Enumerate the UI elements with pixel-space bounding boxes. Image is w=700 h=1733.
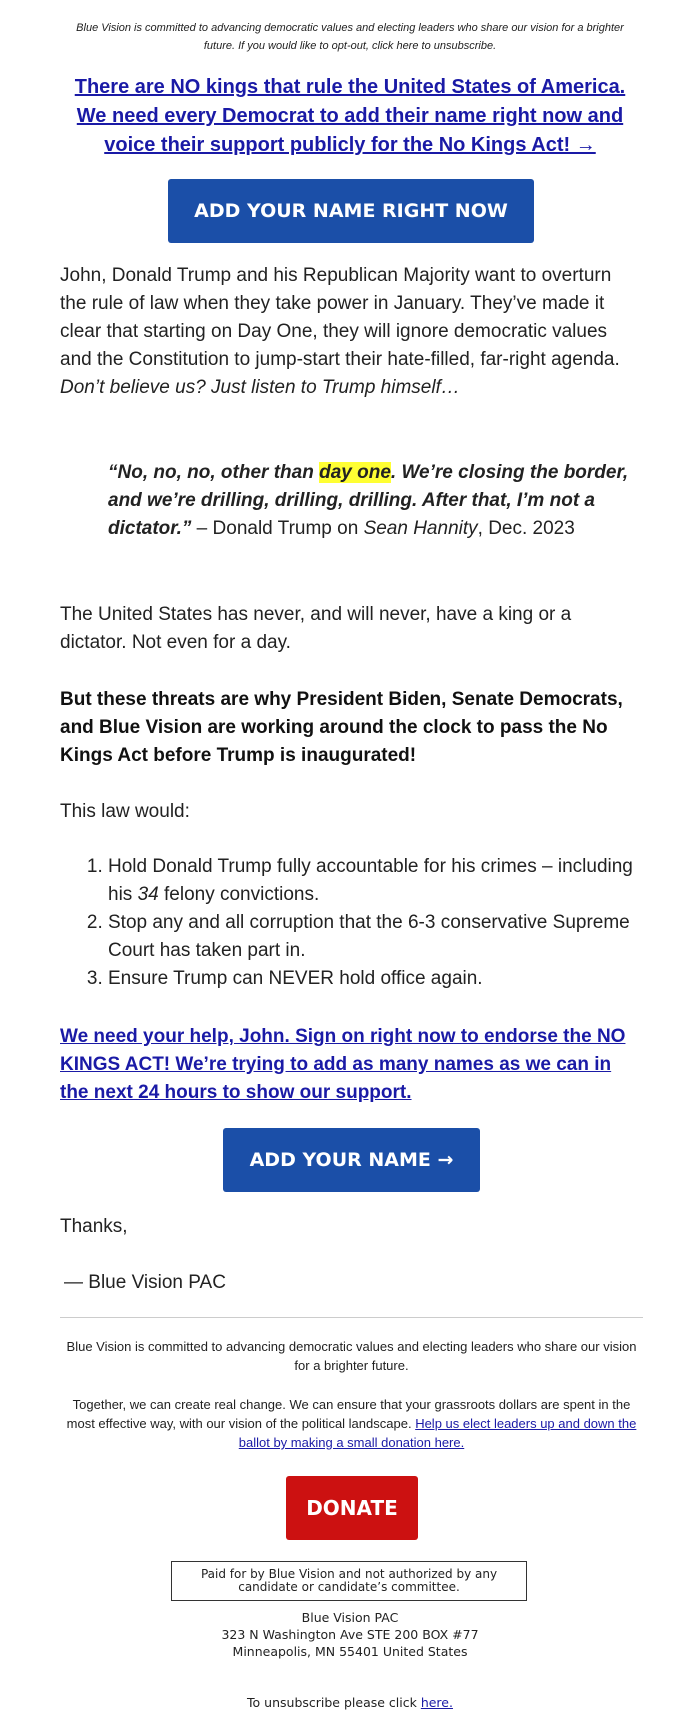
endorse-link[interactable]: We need your help, John. Sign on right now to endorse the NO KINGS ACT! We’re trying to add as many names as we can in the next 24 hours to show our support. — [60, 1026, 626, 1103]
donation-link[interactable]: Help us elect leaders up and down the ballot by making a small donation here. — [238, 1416, 637, 1450]
law-list — [60, 853, 640, 993]
intro-italic: Don’t believe us? Just listen to Trump himself… — [60, 377, 460, 398]
footer-mission: Blue Vision is committed to advancing democratic values and electing leaders who share our vision for a brighter future. — [66, 1339, 637, 1373]
law-item1-text: Hold Donald Trump fully accountable for his crimes – including his — [108, 856, 633, 905]
signature: — Blue Vision PAC — [64, 1272, 226, 1293]
unsubscribe-line — [150, 1694, 550, 1711]
law-item1-end: felony convictions. — [158, 884, 320, 905]
quote-source: Sean Hannity — [363, 518, 478, 539]
footer-together-text: Together, we can create real change. We can ensure that your grassroots dollars are spent in the most effective way, with our vision of the political landscape. — [66, 1397, 631, 1431]
add-name-button[interactable]: ADD YOUR NAME RIGHT NOW — [168, 179, 534, 243]
intro-text: John, Donald Trump and his Republican Majority want to overturn the rule of law when they take power in January. They’ve made it clear that starting on Day One, they will ignore democratic values and the Constitution to jump-start their hate-filled, far-right agenda. — [60, 265, 620, 370]
address-line2: Minneapolis, MN 55401 United States — [232, 1644, 468, 1659]
org-name: Blue Vision PAC — [301, 1610, 399, 1625]
list-item — [108, 853, 640, 909]
list-item: 2. Stop any and all corruption that the 6-3 conservative Supreme Court has taken part in. — [108, 909, 640, 965]
mailing-address — [150, 1609, 550, 1660]
quote-part1: “No, no, no, other than — [108, 462, 320, 483]
law-item1-number: 34 — [137, 884, 159, 905]
footer-divider — [60, 1317, 643, 1318]
donate-button[interactable]: DONATE — [286, 1476, 418, 1540]
headline-link[interactable]: There are NO kings that rule the United States of America. We need every Democrat to add their name right now and voice their support publicly for the No Kings Act! → — [74, 76, 626, 156]
intro-paragraph — [60, 262, 640, 402]
list-item: 3. Ensure Trump can NEVER hold office again. — [108, 965, 640, 993]
preheader-text: Blue Vision is committed to advancing democratic values and electing leaders who share our vision for a brighter future. If you would like to opt-out, click here to unsubscribe. — [76, 22, 624, 52]
unsubscribe-link[interactable]: here. — [420, 1695, 453, 1710]
add-name-arrow-button[interactable]: ADD YOUR NAME → — [223, 1128, 480, 1192]
trump-quote — [108, 459, 648, 543]
quote-part2: . We’re closing the border, and we’re drilling, drilling, drilling. After that, I’m not a dictator.” — [108, 462, 629, 539]
cta-paragraph — [60, 1023, 640, 1107]
quote-highlight: day one — [319, 462, 391, 483]
headline — [60, 73, 640, 160]
address-line1: 323 N Washington Ave STE 200 BOX #77 — [221, 1627, 479, 1642]
quote-attribution: – Donald Trump on — [191, 518, 364, 539]
paid-for-disclaimer: Paid for by Blue Vision and not authorized by any candidate or candidate’s committee. — [171, 1561, 527, 1601]
threats-paragraph: But these threats are why President Biden, Senate Democrats, and Blue Vision are working around the clock to pass the No Kings Act before Trump is inaugurated! — [60, 689, 623, 766]
thanks-text: Thanks, — [60, 1216, 128, 1237]
never-paragraph: The United States has never, and will never, have a king or a dictator. Not even for a day. — [60, 604, 572, 653]
footer-together — [60, 1395, 643, 1452]
quote-date: , Dec. 2023 — [477, 518, 575, 539]
unsubscribe-text: To unsubscribe please click — [247, 1695, 421, 1710]
law-intro: This law would: — [60, 801, 190, 822]
